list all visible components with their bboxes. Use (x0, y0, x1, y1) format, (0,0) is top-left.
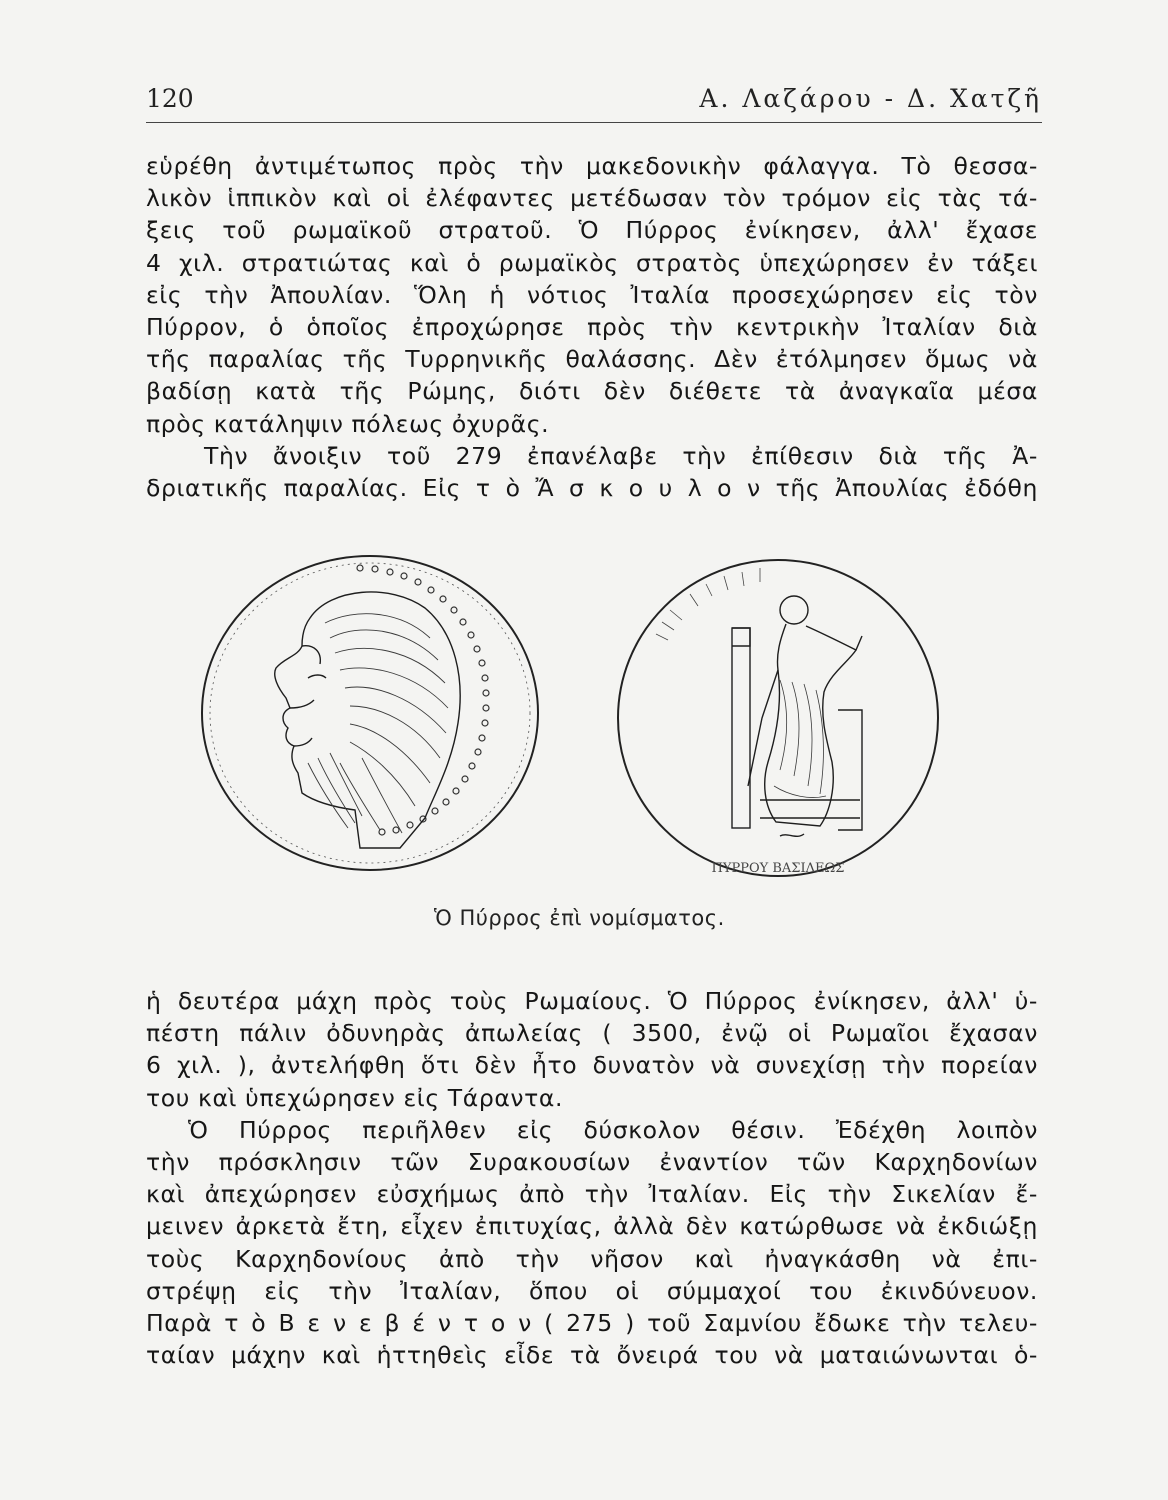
text-line: τοὺς Καρχηδονίους ἀπὸ τὴν νῆσον καὶ ἠναγκάσθη νὰ ἐπι- (146, 1244, 1038, 1273)
text-block-top (146, 150, 1038, 504)
coin-obverse-image (190, 548, 550, 888)
coin-reverse-image (610, 550, 950, 886)
page-number: 120 (146, 84, 194, 113)
coin-figure (190, 548, 1050, 898)
text-line: 6 χιλ. ), ἀντελήφθη ὅτι δὲν ἦτο δυνατὸν νὰ συνεχίσῃ τὴν πορείαν (146, 1051, 1038, 1080)
text-line: εὑρέθη ἀντιμέτωπος πρὸς τὴν μακεδονικὴν φάλαγγα. Τὸ θεσσα- (146, 152, 1038, 180)
text-line: Τὴν ἄνοιξιν τοῦ 279 ἐπανέλαβε τὴν ἐπίθεσιν διὰ τῆς Ἀ- (204, 441, 1038, 470)
text-line: μεινεν ἀρκετὰ ἔτη, εἶχεν ἐπιτυχίας, ἀλλὰ δὲν κατώρθωσε νὰ ἐκδιώξῃ (146, 1212, 1038, 1241)
text-line: πέστη πάλιν ὀδυνηρὰς ἀπωλείας ( 3500, ἐνῷ οἱ Ρωμαῖοι ἔχασαν (146, 1019, 1038, 1048)
page-header (146, 84, 1042, 118)
text-line: Ὁ Πύρρος περιῆλθεν εἰς δύσκολον θέσιν. Ἐδέχθη λοιπὸν (188, 1115, 1038, 1144)
text-line: πρὸς κατάληψιν πόλεως ὀχυρᾶς. (146, 409, 550, 438)
text-line: ταίαν μάχην καὶ ἡττηθεὶς εἶδε τὰ ὄνειρά του νὰ ματαιώνωνται ὁ- (146, 1341, 1038, 1370)
text-line: ξεις τοῦ ρωμαϊκοῦ στρατοῦ. Ὁ Πύρρος ἐνίκησεν, ἀλλ' ἔχασε (146, 216, 1038, 245)
text-line: 4 χιλ. στρατιώτας καὶ ὁ ρωμαϊκὸς στρατὸς ὑπεχώρησεν ἐν τάξει (146, 248, 1038, 277)
text-line: Πύρρον, ὁ ὁποῖος ἐπροχώρησε πρὸς τὴν κεντρικὴν Ἰταλίαν διὰ (146, 313, 1038, 342)
text-line: δριατικῆς παραλίας. Εἰς τ ὸ Ἄ σ κ ο υ λ ο ν τῆς Ἀπουλίας ἐδόθη (146, 474, 1038, 503)
text-line: τῆς παραλίας τῆς Τυρρηνικῆς θαλάσσης. Δὲν ἐτόλμησεν ὅμως νὰ (146, 345, 1038, 374)
text-line: βαδίσῃ κατὰ τῆς Ρώμης, διότι δὲν διέθετε τὰ ἀναγκαῖα μέσα (146, 377, 1038, 406)
text-block-bottom (146, 985, 1038, 1371)
figure-caption: Ὁ Πύρρος ἐπὶ νομίσματος. (434, 906, 725, 930)
text-line: λικὸν ἱππικὸν καὶ οἱ ἐλέφαντες μετέδωσαν τὸν τρόμον εἰς τὰς τά- (146, 184, 1038, 213)
running-head: Α. Λαζάρου - Δ. Χατζῆ (699, 84, 1042, 113)
text-line: Παρὰ τ ὸ Β ε ν ε β έ ν τ ο ν ( 275 ) τοῦ Σαμνίου ἔδωκε τὴν τελευ- (146, 1309, 1038, 1338)
text-line: καὶ ἀπεχώρησεν εὐσχήμως ἀπὸ τὴν Ἰταλίαν. Εἰς τὴν Σικελίαν ἔ- (146, 1180, 1038, 1209)
header-rule (146, 122, 1042, 123)
text-line: του καὶ ὑπεχώρησεν εἰς Τάραντα. (146, 1083, 564, 1112)
coin-legend-text: ΠΥΡΡΟΥ ΒΑΣΙΛΕΩΣ (711, 861, 845, 876)
text-line: ἡ δευτέρα μάχη πρὸς τοὺς Ρωμαίους. Ὁ Πύρρος ἐνίκησεν, ἀλλ' ὑ- (146, 987, 1038, 1015)
text-line: τὴν πρόσκλησιν τῶν Συρακουσίων ἐναντίον τῶν Καρχηδονίων (146, 1148, 1038, 1177)
text-line: εἰς τὴν Ἀπουλίαν. Ὅλη ἡ νότιος Ἰταλία προσεχώρησεν εἰς τὸν (146, 280, 1038, 309)
text-line: στρέψῃ εἰς τὴν Ἰταλίαν, ὅπου οἱ σύμμαχοί του ἐκινδύνευον. (146, 1276, 1038, 1305)
